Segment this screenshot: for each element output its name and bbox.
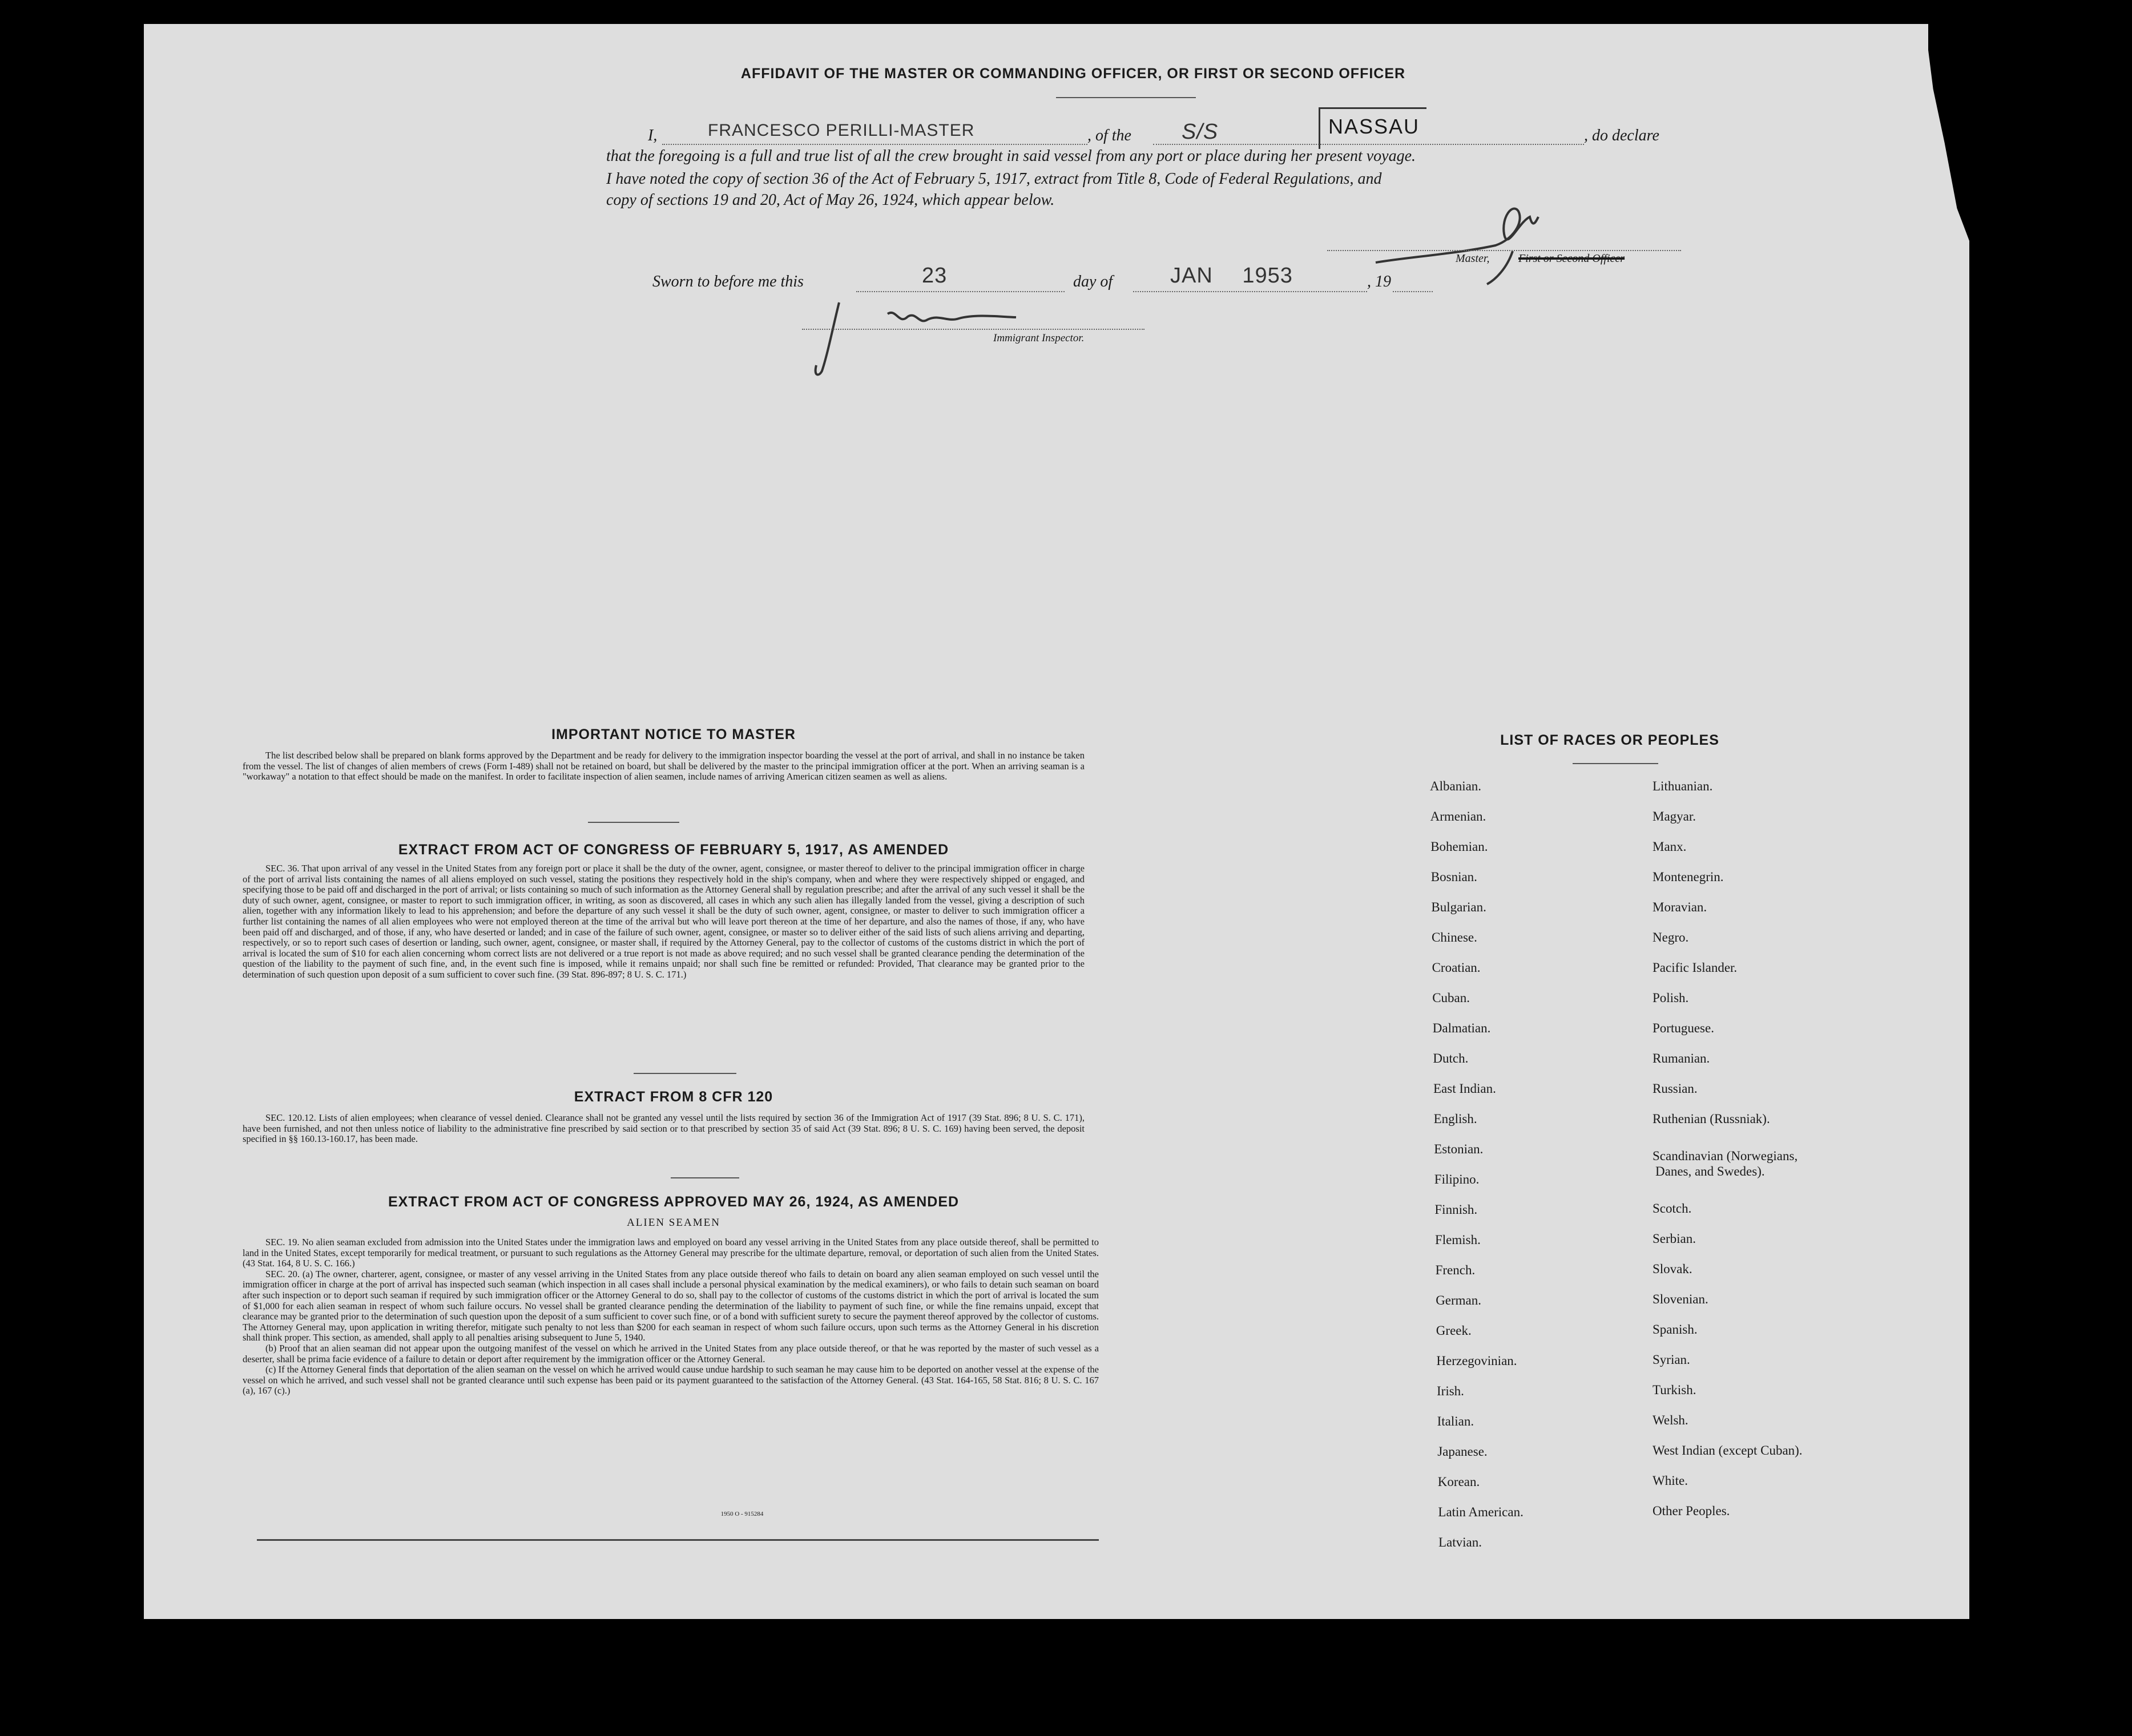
extract-cfr-body — [243, 1113, 1085, 1145]
race-item: French. — [1435, 1263, 1476, 1277]
notice-divider — [588, 822, 679, 823]
binder-hole — [2049, 1401, 2074, 1426]
race-item: Herzegovinian. — [1436, 1354, 1517, 1368]
extract-1917-body — [243, 863, 1085, 980]
race-item: English. — [1433, 1112, 1477, 1126]
extract-1924-title: EXTRACT FROM ACT OF CONGRESS APPROVED MAY 26, 1924, AS AMENDED — [388, 1194, 960, 1210]
inspector-label: Immigrant Inspector. — [993, 332, 1085, 344]
section-20b-paragraph: (b) Proof that an alien seaman did not appear upon the outgoing manifest of the vessel on which he arrived in the United States from any place outside thereof, or that he was reported by the master of such vessel as a deserter, shall be prima facie evidence of a failure to detain or deport after requirement by the immigration officer or the Attorney General. — [243, 1342, 1099, 1364]
race-item: Other Peoples. — [1653, 1504, 1730, 1518]
sworn-month-year: JAN 1953 — [1170, 264, 1293, 288]
race-item: Pacific Islander. — [1653, 960, 1738, 975]
race-item: Rumanian. — [1653, 1051, 1710, 1065]
races-divider — [1573, 763, 1658, 764]
race-item: Portuguese. — [1653, 1021, 1714, 1035]
extract-1924-subtitle: ALIEN SEAMEN — [627, 1217, 720, 1229]
month-line — [1133, 291, 1367, 292]
race-item: Serbian. — [1653, 1232, 1696, 1246]
race-item: Bosnian. — [1430, 870, 1477, 884]
race-item: East Indian. — [1433, 1081, 1496, 1096]
race-item: Japanese. — [1437, 1444, 1488, 1459]
vessel-prefix: S/S — [1182, 120, 1219, 144]
race-item: Lithuanian. — [1653, 779, 1713, 793]
race-item: Cuban. — [1432, 991, 1470, 1005]
day-of-label: day of — [1073, 273, 1113, 290]
race-item: Ruthenian (Russniak). — [1653, 1112, 1770, 1126]
vessel-line — [1153, 144, 1584, 145]
race-item: Syrian. — [1653, 1353, 1690, 1367]
race-item: Turkish. — [1653, 1383, 1696, 1397]
race-item: Albanian. — [1430, 779, 1482, 793]
master-signature — [1364, 200, 1558, 297]
race-item: Dalmatian. — [1432, 1021, 1491, 1035]
extract-1917-title: EXTRACT FROM ACT OF CONGRESS OF FEBRUARY 5, 1917, AS AMENDED — [398, 842, 949, 858]
race-item: Armenian. — [1430, 809, 1486, 823]
master-label: Master, — [1456, 252, 1490, 265]
race-item: Flemish. — [1435, 1233, 1481, 1247]
race-item: Irish. — [1437, 1384, 1464, 1398]
race-item: Italian. — [1437, 1414, 1474, 1428]
extract-1924-body — [243, 1237, 1099, 1396]
race-item: Russian. — [1653, 1081, 1698, 1096]
binder-hole — [2021, 1139, 2046, 1164]
i-label: I, — [648, 127, 658, 144]
race-item: Chinese. — [1432, 930, 1477, 944]
vessel-name-stamp: NASSAU — [1319, 107, 1426, 149]
race-item: Negro. — [1653, 930, 1689, 944]
do-declare-label: , do declare — [1584, 127, 1659, 144]
race-item: Dutch. — [1433, 1051, 1469, 1065]
affidavit-line-2: that the foregoing is a full and true list of all the crew brought in said vessel from any port or place during her present voyage. — [606, 147, 1416, 165]
section-19-paragraph: SEC. 19. No alien seaman excluded from admission into the United States under the immigration laws and employed on board any vessel arriving in the United States from any place outside thereof, shall be permitted to land in the United States, except temporarily for medical treatment, or pursuant to such regulations as the Attorney General may prescribe for the ultimate departure, removal, or deportation of such alien from the United States. (43 Stat. 164, 8 U. S. C. 166.) — [243, 1237, 1099, 1269]
binder-hole — [2049, 1495, 2074, 1520]
sworn-day: 23 — [922, 264, 948, 288]
race-item: Greek. — [1436, 1323, 1472, 1338]
section-20c-paragraph: (c) If the Attorney General finds that deportation of the alien seaman on the vessel on which he arrived would cause undue hardship to such seaman he may cause him to be deported on another vessel at the expense of the vessel on which he arrived, and such vessel shall not be granted clearance until such expense has been paid or its payment guaranteed to the satisfaction of the Attorney General. (43 Stat. 164-165, 58 Stat. 816; 8 U. S. C. 167 (a), 167 (c).) — [243, 1364, 1099, 1396]
race-item: Magyar. — [1653, 809, 1696, 823]
year-prefix: , 19 — [1367, 273, 1391, 290]
race-item: Slovak. — [1653, 1262, 1692, 1276]
year-line — [1393, 291, 1433, 292]
notice-title: IMPORTANT NOTICE TO MASTER — [551, 726, 796, 742]
print-code: 1950 O - 915284 — [720, 1511, 764, 1517]
bottom-rule — [257, 1539, 1099, 1541]
binder-hole — [2049, 50, 2060, 60]
binder-hole — [2021, 192, 2046, 217]
struck-officer-label: First or Second Officer — [1518, 252, 1625, 265]
master-signature-line — [1327, 250, 1681, 251]
race-item: Scandinavian (Norwegians, — [1653, 1149, 1798, 1163]
extract-1917-divider — [634, 1073, 736, 1074]
race-item: Latvian. — [1438, 1535, 1482, 1549]
race-item: Korean. — [1437, 1475, 1480, 1489]
extract-cfr-title: EXTRACT FROM 8 CFR 120 — [574, 1089, 773, 1105]
race-item: Montenegrin. — [1653, 870, 1724, 884]
race-item: Estonian. — [1434, 1142, 1484, 1156]
race-item: Spanish. — [1653, 1322, 1698, 1337]
notice-paragraph: The list described below shall be prepared on blank forms approved by the Department and be ready for delivery to the immigration inspector boarding the vessel at the port of arrival, and shall in no instance be taken from the vessel. The list of changes of alien members of crews (Form I-489) shall not be retained on board, but shall be delivered by the master to the principal immigration officer at the port. When an arriving seaman is a "workaway" a notation to that effect should be made on the manifest. In order to facilitate inspection of alien seamen, include names of arriving American citizen seamen as well as aliens. — [243, 750, 1085, 782]
sworn-label: Sworn to before me this — [652, 273, 804, 290]
race-item: Moravian. — [1653, 900, 1707, 914]
inspector-signature-line — [802, 329, 1144, 330]
race-item: White. — [1653, 1473, 1688, 1488]
affidavit-line-4: copy of sections 19 and 20, Act of May 26, 1924, which appear below. — [606, 191, 1055, 209]
affidavit-title: AFFIDAVIT OF THE MASTER OR COMMANDING OFFICER, OR FIRST OR SECOND OFFICER — [740, 66, 1406, 82]
of-the-label: , of the — [1087, 127, 1131, 144]
section-20a-paragraph: SEC. 20. (a) The owner, charterer, agent, consignee, or master of any vessel arriving in the United States from any place outside thereof who fails to detain on board any alien seaman employed on such vessel until the immigration officer in charge at the port of arrival has inspected such seaman (which inspection in all cases shall include a personal physical examination by the medical examiners), or who fails to detain such seaman on board after such inspection or to deport such seaman if required by such immigration officer or the Attorney General to do so, shall pay to the collector of customs of the customs district in which the port of arrival is located the sum of $1,000 for each alien seaman in respect of whom such failure occurs. No vessel shall be granted clearance pending the determination of the liability to payment of such fine, or while the fine remains unpaid, except that clearance may be granted prior to the determination of such question upon the deposit of a sum sufficient to cover such fine, or of a bond with sufficient surety to secure the payment thereof approved by the collector of customs. The Attorney General may, upon application in writing therefor, mitigate such penalty to not less than $200 for each seaman in respect of whom such failure occurs, upon such terms as the Attorney General in his discretion shall think proper. This section, as amended, shall apply to all penalties arising subsequent to June 5, 1940. — [243, 1268, 1099, 1343]
race-item: Bohemian. — [1430, 839, 1488, 854]
extract-cfr-paragraph: SEC. 120.12. Lists of alien employees; when clearance of vessel denied. Clearance shall not be granted any vessel until the lists required by section 36 of the Immigration Act of 1917 (39 Stat. 896; 8 U. S. C. 171), have been furnished, and not then unless notice of liability to the administrative fine prescribed by said section or to that prescribed by section 35 of said Act (39 Stat. 896; 8 U. S. C. 169) having been served, the deposit specified in §§ 160.13-160.17, has been made. — [243, 1112, 1085, 1145]
race-item: Manx. — [1653, 839, 1687, 854]
race-item: Finnish. — [1434, 1202, 1478, 1217]
race-item: Latin American. — [1438, 1505, 1524, 1519]
race-item: Croatian. — [1432, 960, 1481, 975]
binder-hole — [2021, 1050, 2046, 1075]
extract-1917-paragraph: SEC. 36. That upon arrival of any vessel in the United States from any foreign port or place it shall be the duty of the owner, agent, consignee, or master thereof to deliver to the principal immigration officer in charge of the port of arrival lists containing the names of all aliens employed on such vessel, stating the positions they respectively hold in the ship's company, when and where they were respectively shipped or engaged, and specifying those to be paid off and discharged in the port of arrival; or lists containing so much of such information as the Attorney General shall by regulation prescribe; and after the arrival of any such vessel it shall be the duty of such owner, agent, consignee, or master to report to such immigration officer, in writing, as soon as discovered, all cases in which any such alien has illegally landed from the vessel, giving a description of such alien, together with any information likely to lead to his apprehension; and before the departure of any such vessel it shall be the duty of such owner, agent, consignee, or master to deliver to such immigration officer a further list containing the names of all alien employees who were not employed thereon at the time of the arrival but who will leave port thereon at the time of her departure, and also the names of those, if any, who have been paid off and discharged, and of those, if any, who have deserted or landed; and in case of the failure of such owner, agent, consignee, or master so to deliver either of the said lists of such aliens arriving and departing, respectively, or so to report such cases of desertion or landing, such owner, agent, consignee, or master shall, if required by the Attorney General, pay to the collector of customs of the customs district in which the port of arrival is located the sum of $10 for each alien concerning whom correct lists are not delivered or a true report is not made as above required; and no such vessel shall be granted clearance pending the determination of the question of the liability to the payment of such fine, and, in the event such fine is imposed, while it remains unpaid; nor shall such fine be remitted or refunded: Provided, That clearance may be granted prior to the determination of such question upon deposit of a sum sufficient to cover such fine. (39 Stat. 896-897; 8 U. S. C. 171.) — [243, 863, 1085, 980]
race-item: Scotch. — [1653, 1201, 1692, 1216]
race-item: Slovenian. — [1653, 1292, 1708, 1306]
binder-hole — [2026, 548, 2051, 573]
binder-hole — [2024, 457, 2049, 482]
race-item: Danes, and Swedes). — [1655, 1164, 1765, 1178]
race-item: Bulgarian. — [1431, 900, 1486, 914]
affidavit-line-3: I have noted the copy of section 36 of the Act of February 5, 1917, extract from Title 8, Code of Federal Regulations, and — [606, 170, 1382, 188]
race-item: Filipino. — [1434, 1172, 1480, 1186]
name-line — [662, 144, 1087, 145]
races-title: LIST OF RACES OR PEOPLES — [1500, 732, 1719, 748]
race-item: Welsh. — [1653, 1413, 1688, 1427]
race-item: German. — [1436, 1293, 1482, 1307]
master-name: FRANCESCO PERILLI-MASTER — [708, 121, 975, 140]
notice-body — [243, 750, 1085, 782]
race-item: West Indian (except Cuban). — [1653, 1443, 1803, 1458]
extract-cfr-divider — [671, 1177, 739, 1178]
title-divider — [1056, 97, 1196, 98]
race-item: Polish. — [1653, 991, 1689, 1005]
